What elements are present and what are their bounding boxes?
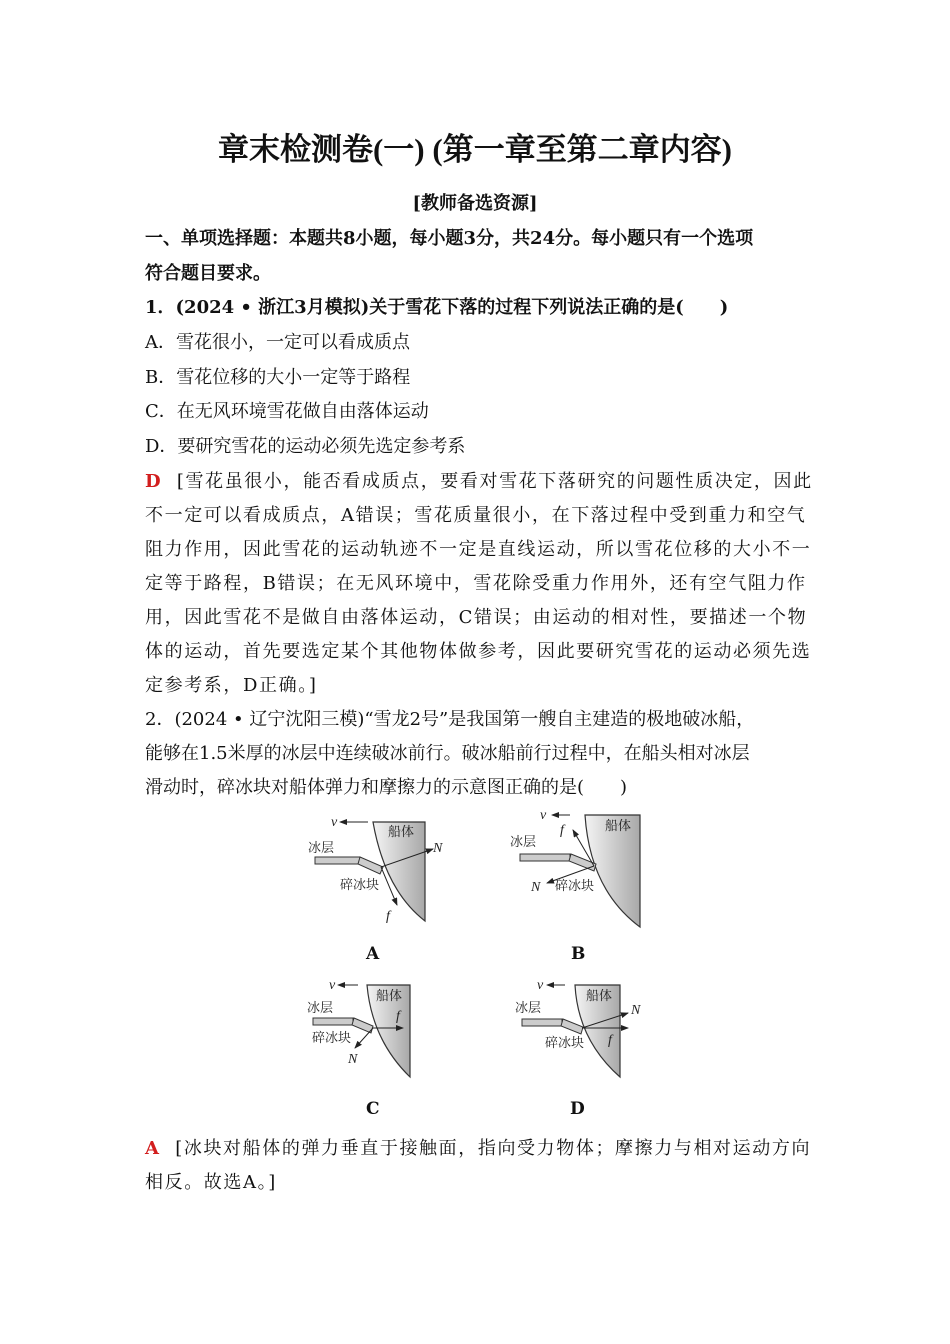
svg-text:f: f bbox=[386, 909, 390, 924]
svg-text:冰层: 冰层 bbox=[307, 1001, 334, 1016]
q1-explanation: 阻力作用，因此雪花的运动轨迹不一定是直线运动，所以雪花位移的大小不一 bbox=[145, 539, 812, 560]
svg-text:N: N bbox=[531, 880, 541, 895]
figure-option-b bbox=[510, 808, 640, 927]
page-title: 章末检测卷(一) (第一章至第二章内容) bbox=[217, 132, 733, 167]
q2-answer-letter: A bbox=[145, 1138, 161, 1159]
svg-text:碎冰块: 碎冰块 bbox=[545, 1036, 585, 1051]
q1-explanation: 定等于路程，B错误；在无风环境中，雪花除受重力作用外，还有空气阻力作 bbox=[145, 573, 807, 594]
svg-text:碎冰块: 碎冰块 bbox=[340, 878, 380, 893]
q1-explanation: 用，因此雪花不是做自由落体运动，C错误；由运动的相对性，要描述一个物 bbox=[145, 607, 808, 628]
figure-option-c bbox=[307, 978, 410, 1077]
svg-text:f: f bbox=[396, 1009, 400, 1024]
q1-option-c: C．在无风环境雪花做自由落体运动 bbox=[145, 401, 429, 422]
q2-explanation: 相反。故选A。] bbox=[145, 1172, 277, 1193]
q1-option-d: D．要研究雪花的运动必须先选定参考系 bbox=[145, 436, 466, 457]
page-subtitle: [教师备选资源] bbox=[412, 193, 538, 214]
q2-explanation: [冰块对船体的弹力垂直于接触面，指向受力物体；摩擦力与相对运动方向 bbox=[175, 1138, 812, 1159]
q1-explanation: [雪花虽很小，能否看成质点，要看对雪花下落研究的问题性质决定，因此 bbox=[176, 471, 813, 492]
svg-text:冰层: 冰层 bbox=[308, 841, 335, 856]
q2-stem: 滑动时，碎冰块对船体弹力和摩擦力的示意图正确的是( ) bbox=[145, 777, 628, 798]
svg-text:碎冰块: 碎冰块 bbox=[312, 1031, 352, 1046]
svg-text:船体: 船体 bbox=[586, 989, 613, 1004]
svg-text:v: v bbox=[537, 978, 544, 993]
svg-text:v: v bbox=[540, 808, 547, 823]
svg-text:N: N bbox=[433, 841, 443, 856]
svg-text:碎冰块: 碎冰块 bbox=[555, 879, 595, 894]
q1-answer-letter: D bbox=[145, 471, 163, 492]
figure-option-d bbox=[515, 978, 641, 1077]
q1-explanation: 不一定可以看成质点，A错误；雪花质量很小，在下落过程中受到重力和空气 bbox=[145, 505, 807, 526]
svg-text:船体: 船体 bbox=[376, 989, 403, 1004]
figure-caption-c: C bbox=[366, 1099, 380, 1119]
q1-option-b: B．雪花位移的大小一定等于路程 bbox=[145, 367, 411, 388]
svg-text:冰层: 冰层 bbox=[515, 1001, 542, 1016]
q1-explanation: 体的运动，首先要选定某个其他物体做参考，因此要研究雪花的运动必须先选 bbox=[145, 641, 812, 662]
figure-caption-a: A bbox=[366, 944, 380, 964]
svg-text:v: v bbox=[331, 815, 338, 830]
q1-explanation: 定参考系，D正确。] bbox=[145, 675, 318, 696]
figure-option-a bbox=[308, 815, 443, 924]
svg-text:船体: 船体 bbox=[605, 819, 632, 834]
svg-text:f: f bbox=[560, 823, 564, 838]
q2-answer-line bbox=[145, 1134, 811, 1160]
svg-text:f: f bbox=[608, 1033, 612, 1048]
svg-text:N: N bbox=[348, 1052, 358, 1067]
q1-option-a: A．雪花很小，一定可以看成质点 bbox=[145, 332, 410, 353]
q2-stem: 能够在1.5米厚的冰层中连续破冰前行。破冰船前行过程中，在船头相对冰层 bbox=[145, 743, 750, 764]
q2-stem: 2．(2024 • 辽宁沈阳三模)“雪龙2号”是我国第一艘自主建造的极地破冰船， bbox=[145, 709, 755, 730]
q1-stem: 1．(2024 • 浙江3月模拟)关于雪花下落的过程下列说法正确的是( ) bbox=[145, 297, 729, 318]
figure-caption-d: D bbox=[570, 1099, 585, 1119]
svg-text:船体: 船体 bbox=[388, 825, 415, 840]
figure-caption-b: B bbox=[571, 944, 586, 964]
section-heading: 一、单项选择题：本题共8小题，每小题3分，共24分。每小题只有一个选项 bbox=[145, 228, 754, 249]
section-heading-cont: 符合题目要求。 bbox=[145, 263, 271, 284]
svg-text:v: v bbox=[329, 978, 336, 993]
svg-text:N: N bbox=[631, 1003, 641, 1018]
svg-text:冰层: 冰层 bbox=[510, 835, 537, 850]
